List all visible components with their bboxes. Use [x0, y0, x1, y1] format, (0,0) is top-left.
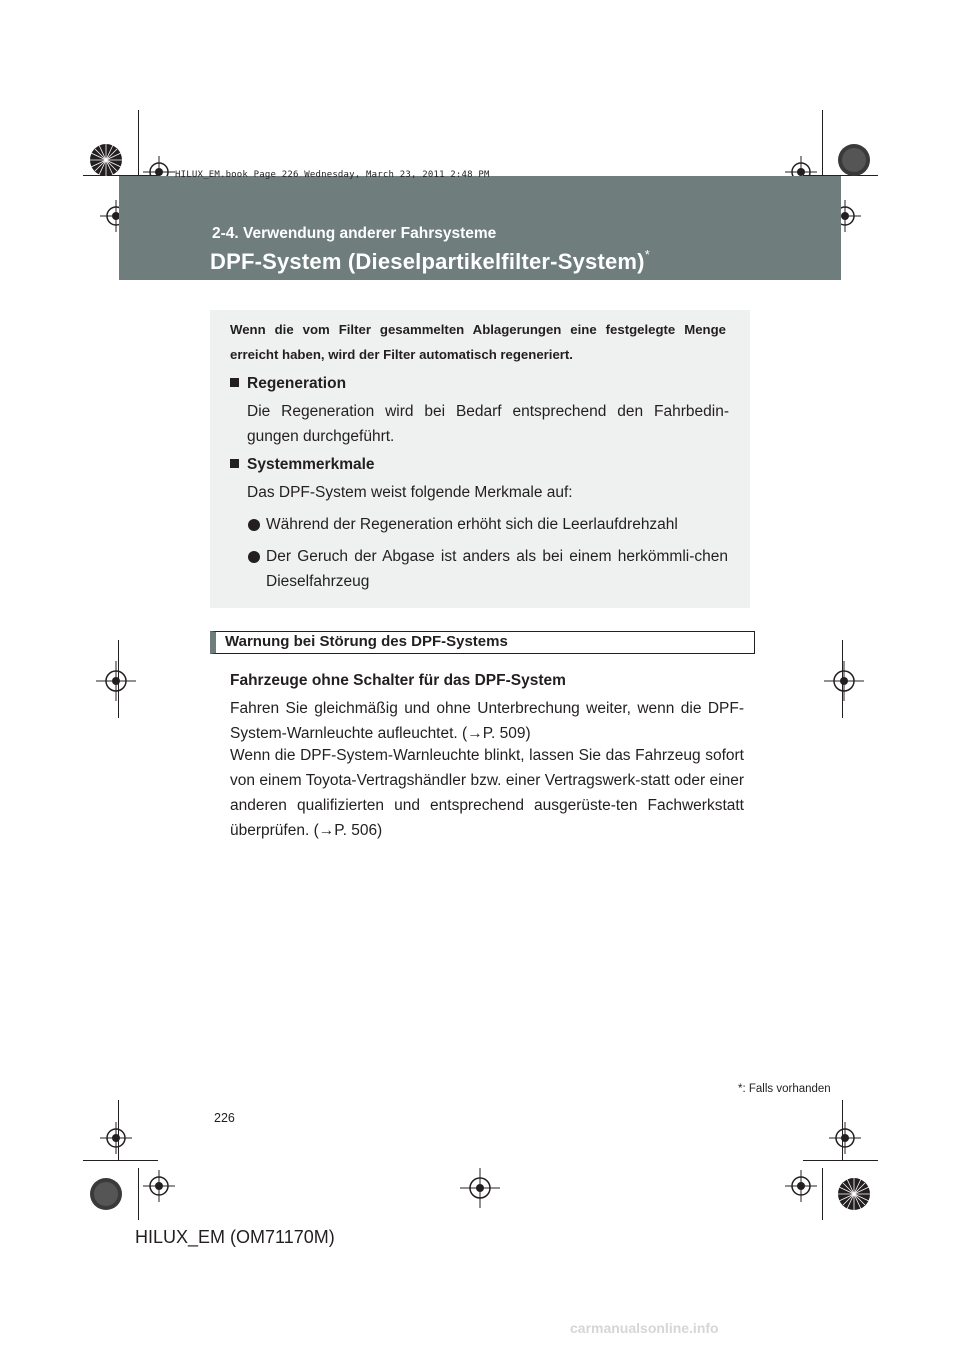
regeneration-text: Die Regeneration wird bei Bedarf entsprechend den Fahrbedin-gungen durchgeführt. [247, 403, 729, 445]
document-code: HILUX_EM (OM71170M) [135, 1227, 335, 1247]
warning-paragraph-1: Fahren Sie gleichmäßig und ohne Unterbrechung weiter, wenn die DPF-System-Warnleuchte aufleuchtet. (→P. 509) [230, 700, 744, 742]
registration-mark-icon [460, 1168, 500, 1208]
warning-title-bar [210, 631, 755, 654]
page-number: 226 [214, 1111, 235, 1125]
availability-mark: * [644, 247, 650, 262]
list-item-text: Während der Regeneration erhöht sich die Leerlaufdrehzahl [266, 516, 678, 533]
list-item [248, 512, 728, 537]
footnote: *: Falls vorhanden [738, 1083, 831, 1095]
round-bullet-icon [248, 551, 260, 563]
square-bullet-icon [230, 378, 239, 387]
list-item [248, 544, 728, 594]
regeneration-heading [230, 375, 346, 393]
print-stamp: HILUX_EM.book Page 226 Wednesday, March 23, 2011 2:48 PM [175, 170, 490, 180]
watermark: carmanualsonline.info [570, 1320, 719, 1336]
warning-paragraph-2: Wenn die DPF-System-Warnleuchte blinkt, lassen Sie das Fahrzeug sofort von einem Toyota-Vertragshändler bzw. einer Vertragswerk-statt oder einer anderen qualifizierten und entsprechend ausgerüste-ten Fachwerkstatt überprüfen. (→P. 506) [230, 747, 744, 839]
starburst-mark-icon [88, 142, 124, 178]
features-heading-text: Systemmerkmale [247, 456, 375, 473]
round-bullet-icon [248, 519, 260, 531]
starburst-mark-icon [88, 1176, 124, 1212]
square-bullet-icon [230, 459, 239, 468]
warning-subheading: Fahrzeuge ohne Schalter für das DPF-System [230, 672, 566, 689]
starburst-mark-icon [836, 1176, 872, 1212]
page-title [210, 249, 650, 275]
features-text: Das DPF-System weist folgende Merkmale auf: [247, 484, 573, 501]
warning-title: Warnung bei Störung des DPF-Systems [225, 633, 508, 650]
registration-mark-icon [829, 1122, 861, 1154]
regeneration-heading-text: Regeneration [247, 375, 347, 392]
registration-mark-icon [785, 1170, 817, 1202]
registration-mark-icon [824, 661, 864, 701]
starburst-mark-icon [836, 142, 872, 178]
features-heading [230, 456, 375, 474]
registration-mark-icon [100, 1122, 132, 1154]
list-item-text: Der Geruch der Abgase ist anders als bei einem herkömmli-chen Dieselfahrzeug [266, 548, 728, 590]
section-label: 2-4. Verwendung anderer Fahrsysteme [212, 225, 497, 242]
registration-mark-icon [96, 661, 136, 701]
registration-mark-icon [143, 1170, 175, 1202]
page-title-text: DPF-System (Dieselpartikelfilter-System) [210, 249, 645, 274]
intro-text: Wenn die vom Filter gesammelten Ablagerungen eine festgelegte Menge erreicht haben, wird der Filter automatisch regeneriert. [230, 322, 726, 362]
